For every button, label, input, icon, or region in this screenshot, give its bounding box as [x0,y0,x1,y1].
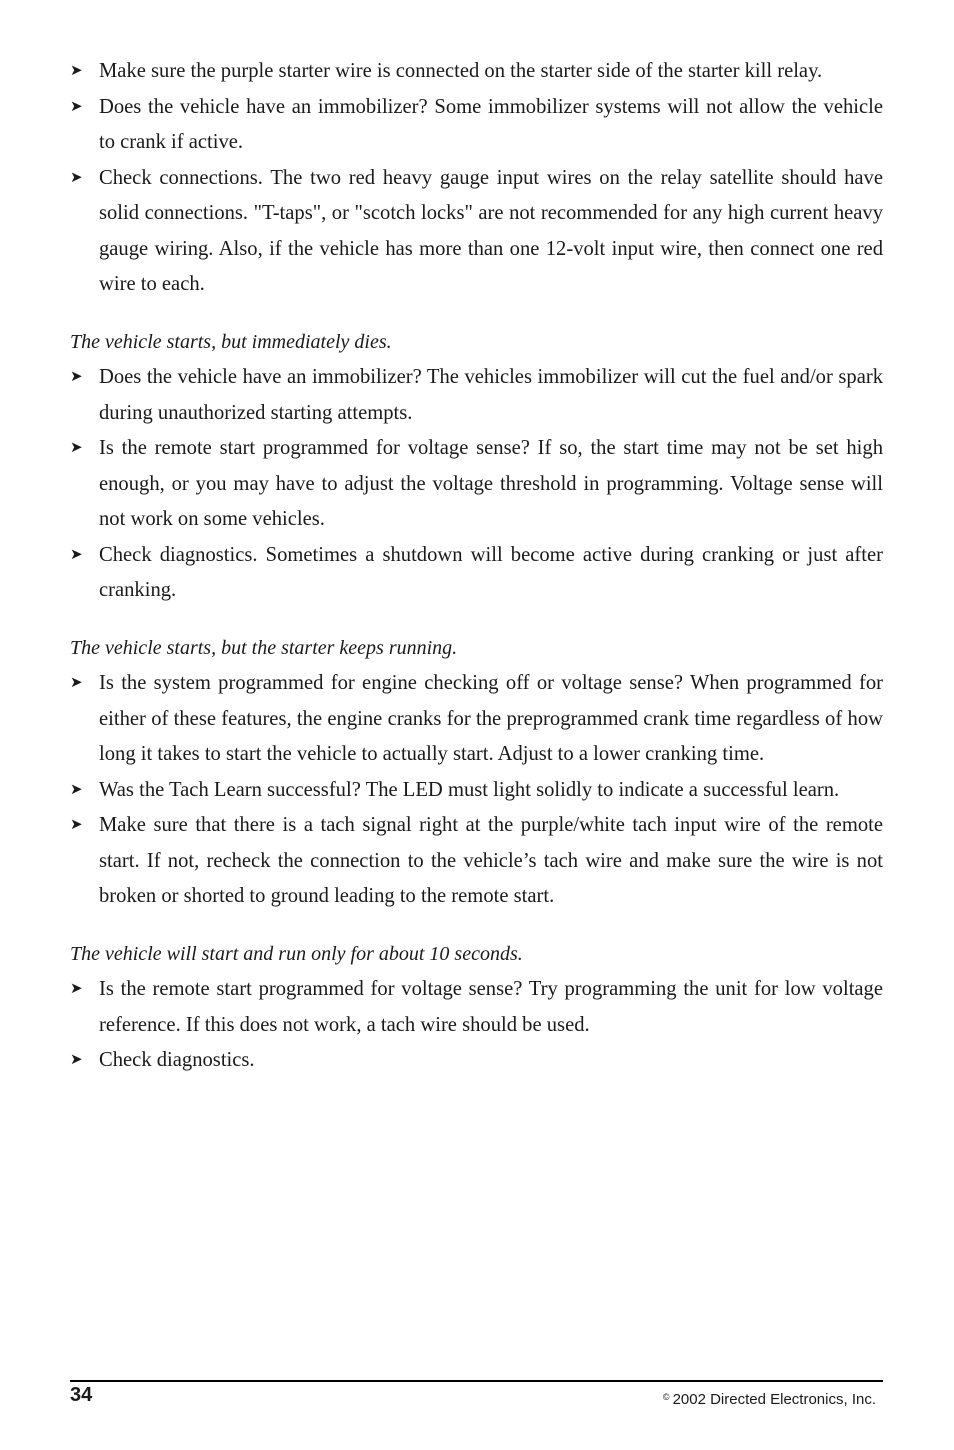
list-item [70,90,883,161]
bullet-list [70,972,883,1079]
arrow-bullet-icon: ➤ [70,63,83,79]
arrow-bullet-icon: ➤ [70,817,83,833]
bullet-list [70,360,883,609]
list-item-text: Does the vehicle have an immobilizer? Some immobilizer systems will not allow the vehicle to crank if active. [99,95,883,153]
arrow-bullet-icon: ➤ [70,440,83,456]
arrow-bullet-icon: ➤ [70,675,83,691]
list-item-text: Make sure the purple starter wire is connected on the starter side of the starter kill relay. [99,60,823,82]
list-item-text: Check connections. The two red heavy gauge input wires on the relay satellite should have solid connections. "T-taps", or "scotch locks" are not recommended for any high current heavy gauge wiring. Also, if the vehicle has more than one 12-volt input wire, then connect one red wire to each. [99,166,883,295]
arrow-bullet-icon: ➤ [70,981,83,997]
list-item [70,360,883,431]
copyright-notice [663,1388,876,1409]
list-item [70,972,883,1043]
list-item-text: Is the system programmed for engine checking off or voltage sense? When programmed for either of these features, the engine cranks for the preprogrammed crank time regardless of how long it takes to start the vehicle to actually start. Adjust to a lower cranking time. [99,672,883,765]
list-item [70,808,883,915]
list-item [70,431,883,538]
section-heading: The vehicle starts, but immediately dies. [70,330,392,353]
arrow-bullet-icon: ➤ [70,546,83,563]
list-item [70,54,883,90]
list-item [70,666,883,773]
troubleshooting-section [70,631,883,915]
list-item-text: Is the remote start programmed for voltage sense? If so, the start time may not be set high enough, or you may have to adjust the voltage threshold in programming. Voltage sense will not work on some vehicles. [99,437,883,530]
arrow-bullet-icon: ➤ [70,98,83,115]
copyright-icon: © [662,1392,670,1402]
bullet-list [70,666,883,915]
arrow-bullet-icon: ➤ [70,369,83,385]
list-item-text: Check diagnostics. [99,1049,255,1071]
list-item [70,538,883,609]
bullet-list [70,54,883,303]
copyright-text: 2002 Directed Electronics, Inc. [672,1391,876,1408]
troubleshooting-section [70,937,883,1079]
list-item [70,161,883,303]
arrow-bullet-icon: ➤ [70,781,83,798]
page-number: 34 [70,1384,93,1406]
troubleshooting-section [70,325,883,609]
list-item [70,773,883,809]
section-heading: The vehicle will start and run only for about 10 seconds. [70,942,523,965]
list-item-text: Was the Tach Learn successful? The LED must light solidly to indicate a successful learn. [99,778,840,801]
list-item-text: Make sure that there is a tach signal right at the purple/white tach input wire of the remote start. If not, recheck the connection to the vehicle’s tach wire and make sure the wire is not broken or shorted to ground leading to the remote start. [99,814,883,907]
page-body [70,54,883,1079]
list-item-text: Is the remote start programmed for voltage sense? Try programming the unit for low voltage reference. If this does not work, a tach wire should be used. [99,978,883,1036]
list-item [70,1043,883,1079]
list-item-text: Check diagnostics. Sometimes a shutdown will become active during cranking or just after cranking. [99,543,883,601]
arrow-bullet-icon: ➤ [70,1052,83,1068]
arrow-bullet-icon: ➤ [70,169,83,186]
footer-divider [70,1380,883,1382]
troubleshooting-section [70,54,883,303]
list-item-text: Does the vehicle have an immobilizer? The vehicles immobilizer will cut the fuel and/or spark during unauthorized starting attempts. [99,366,883,424]
section-heading: The vehicle starts, but the starter keeps running. [70,636,458,659]
